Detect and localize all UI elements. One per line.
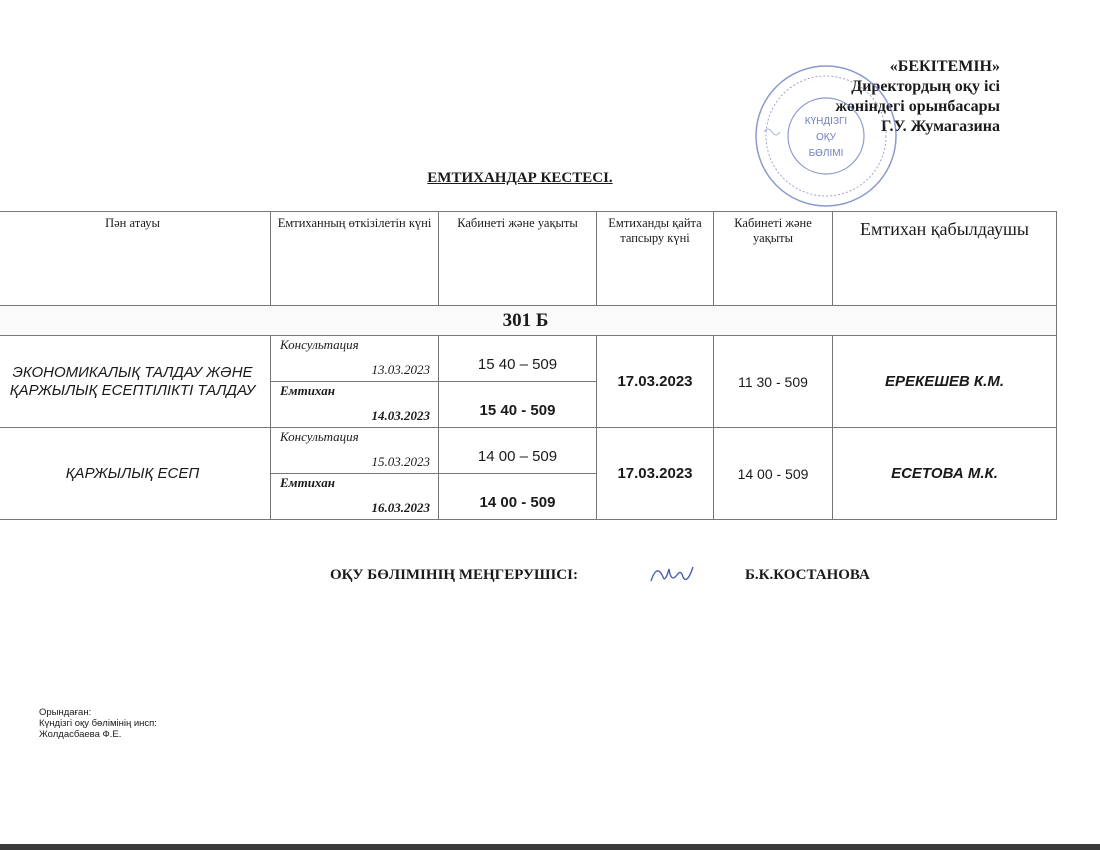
retake-date: 17.03.2023: [597, 336, 714, 428]
column-header: Кабинеті және уақыты: [439, 212, 597, 306]
retake-room-time: 14 00 - 509: [714, 428, 833, 520]
examiner-name: ЕСЕТОВА М.К.: [833, 428, 1057, 520]
stamp-text: ОҚУ: [816, 132, 836, 143]
group-row: [0, 306, 1057, 336]
approval-line: жөніндегі орынбасары: [835, 98, 1000, 115]
exam-date: 16.03.2023: [371, 500, 430, 515]
document-title: ЕМТИХАНДАР КЕСТЕСІ.: [427, 170, 613, 186]
footer-line: Орындаған:: [39, 707, 92, 718]
exam-time: [439, 474, 597, 520]
footer-note: [39, 707, 157, 740]
approval-line: «БЕКІТЕМІН»: [889, 58, 1000, 75]
column-header: Пән атауы: [0, 212, 271, 306]
retake-date: 17.03.2023: [597, 428, 714, 520]
footer-line: Күндізгі оқу бөлімінің инсп:: [39, 718, 157, 729]
consultation-date: 13.03.2023: [371, 362, 430, 377]
consultation-cell: [271, 428, 439, 474]
column-header: Емтихан қабылдаушы: [833, 212, 1057, 306]
time-text: 14 00 – 509: [477, 448, 558, 465]
footer-line: Жолдасбаева Ф.Е.: [39, 729, 122, 740]
exam-label: Емтихан: [280, 475, 335, 490]
exam-label: Емтихан: [280, 383, 335, 398]
scan-edge: [0, 844, 1100, 850]
exam-cell: [271, 382, 439, 428]
table-row: [0, 336, 1057, 382]
column-header: Емтиханның өткізілетін күні: [271, 212, 439, 306]
approval-line: Директордың оқу ісі: [851, 78, 1000, 95]
consultation-date: 15.03.2023: [371, 454, 430, 469]
exam-time: [439, 382, 597, 428]
header-row: [0, 212, 1057, 306]
subject-name: ҚАРЖЫЛЫҚ ЕСЕП: [0, 428, 271, 520]
stamp-seal: [752, 62, 900, 210]
consultation-label: Консультация: [280, 337, 359, 352]
time-text: 15 40 - 509: [479, 402, 556, 419]
consultation-time: [439, 428, 597, 474]
handwritten-signature: [647, 561, 697, 589]
examiner-name: ЕРЕКЕШЕВ К.М.: [833, 336, 1057, 428]
consultation-time: [439, 336, 597, 382]
subject-name: ЭКОНОМИКАЛЫҚ ТАЛДАУ ЖӘНЕ ҚАРЖЫЛЫҚ ЕСЕПТІЛІКТІ ТАЛДАУ: [0, 336, 271, 428]
time-text: 14 00 - 509: [479, 494, 556, 511]
approver-name: Г.У. Жумагазина: [881, 118, 1000, 135]
exam-schedule-table: [0, 211, 1057, 520]
table-row: [0, 428, 1057, 474]
department-head-label: ОҚУ БӨЛІМІНІҢ МЕҢГЕРУШІСІ:: [330, 567, 578, 583]
column-header: Кабинеті және уақыты: [714, 212, 833, 306]
stamp-text: КҮНДІЗГІ: [804, 116, 848, 127]
stamp-text: БӨЛІМІ: [808, 148, 844, 159]
department-head-name: Б.К.КОСТАНОВА: [745, 567, 870, 583]
retake-room-time: 11 30 - 509: [714, 336, 833, 428]
consultation-label: Консультация: [280, 429, 359, 444]
group-label: 301 Б: [0, 306, 1057, 336]
time-text: 15 40 – 509: [477, 356, 558, 373]
exam-date: 14.03.2023: [371, 408, 430, 423]
column-header: Емтиханды қайта тапсыру күні: [597, 212, 714, 306]
consultation-cell: [271, 336, 439, 382]
exam-cell: [271, 474, 439, 520]
